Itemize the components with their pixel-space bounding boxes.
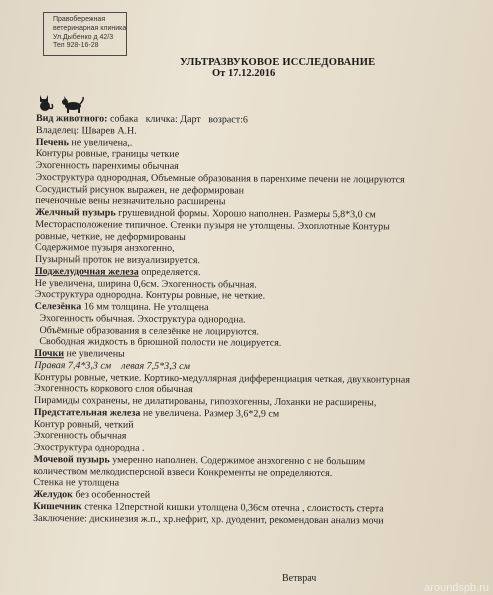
- report-line: Эхогенность паренхимы обычная: [35, 159, 179, 172]
- report-line: Стенка не утолщена: [33, 477, 120, 489]
- report-line: Сосудистый рисунок выражен, не деформирован: [35, 183, 245, 196]
- species-value: собака: [109, 113, 139, 125]
- report-line: Эхоструктура однородна .: [33, 441, 145, 454]
- section-status: стенка 12перстной кишки утолщена 0,36см отечна , слоистость стерта: [84, 501, 384, 515]
- report-line: Контур ровный, четкий: [33, 418, 134, 431]
- report-line: Эхоструктура однородна. Контуры ровные, не четкие.: [34, 289, 266, 302]
- owner-value: Шварев А.Н.: [81, 125, 137, 137]
- name-label: кличка:: [145, 113, 178, 125]
- section-heading: Печень: [35, 136, 69, 148]
- species-label: Вид животного:: [35, 113, 108, 125]
- report-line: Содержимое пузыря анэхогенно,: [35, 242, 175, 255]
- report-line: Эхоструктура однородная, Объемные образования в паренхиме печени не лоцируются: [35, 171, 405, 186]
- report-line: Эхогенность обычная. Эхоструктура однородна.: [39, 312, 246, 326]
- section-status: не увеличены: [66, 348, 125, 360]
- stamp-line: ветеринарная клиника: [53, 24, 127, 32]
- report-line: Пирамиды сохранены, не дилатированы, гипоэхогенны, Лоханки не расширены,: [33, 394, 377, 409]
- report-line: Месторасположение типичное. Стенки пузыря не утолщены. Эхоплотные Контуры: [35, 218, 390, 233]
- report-line: Не увеличена, ширина 0,6см. Эхогенность обычная.: [34, 277, 257, 291]
- conclusion-label: Заключение:: [33, 512, 87, 524]
- section-heading: Предстательная железа: [33, 406, 141, 419]
- left-kidney-size: левая 7,5*3,3 см: [121, 360, 191, 372]
- section-status: без особенностей: [75, 489, 151, 501]
- report-line: ровные, четкие, не деформированы: [35, 230, 186, 243]
- right-kidney-size: Правая 7,4*3,3 см: [34, 359, 112, 372]
- stamp-line: Правобережная: [53, 16, 106, 23]
- section-status: определяется.: [141, 266, 201, 278]
- report-line: Эхогенность коркового слоя обычная: [34, 383, 193, 396]
- name-value: Дарт: [180, 114, 201, 126]
- report-body: [33, 113, 486, 527]
- cat-dog-icon: [37, 93, 85, 113]
- section-heading: Почки: [34, 347, 65, 360]
- report-line: Контуры ровные, четкие. Кортико-медуллярная дифференциация четкая, двухконтурная: [34, 371, 410, 386]
- report-line: Контуры ровные, границы четкие: [35, 148, 180, 161]
- conclusion-text: дискинезия ж.п., хр.нефрит, хр. дуоденит, рекомендован анализ мочи: [89, 512, 384, 526]
- watermark: aroundspb.ru: [424, 582, 489, 594]
- conclusion-line: [33, 512, 483, 527]
- clinic-stamp: [43, 12, 127, 56]
- owner-label: Владелец:: [35, 124, 80, 137]
- age-value: 6: [242, 114, 248, 126]
- report-date: От 17.12.2016: [212, 68, 276, 79]
- report-line: Объёмные образования в селезёнке не лоцируются.: [39, 324, 260, 338]
- section-heading: Селезёнка: [34, 300, 82, 313]
- section-status: умеренно наполнен. Содержимое анэхогенно с не большим: [112, 454, 366, 468]
- section-status: 16 мм толщина. Не утолщена: [83, 301, 209, 314]
- report-line: печеночные вены незначительно расширены: [35, 195, 226, 208]
- section-heading: Мочевой пузырь: [33, 453, 110, 466]
- section-heading: Поджелудочная железа: [34, 265, 139, 278]
- report-line: Пузырный проток не визуализируется.: [34, 253, 200, 267]
- age-label: возраст:: [208, 114, 243, 126]
- section-status: грушевидной формы. Хорошо наполнен. Размеры 5,8*3,0 см: [118, 207, 376, 221]
- section-status: не увеличена. Размер 3,6*2,9 см: [142, 407, 280, 420]
- report-line: Свободная жидкость в брюшной полости не лоцируется.: [39, 336, 282, 349]
- stamp-line: Ул.Дыбенко д 42/3: [53, 33, 114, 41]
- stamp-line: Тел 928-16-28: [53, 42, 99, 50]
- section-heading: Кишечник: [33, 500, 82, 513]
- signature: Ветврач: [282, 573, 317, 584]
- section-heading: Желчный пузырь: [35, 206, 116, 219]
- report-line: количеством мелкодисперсной взвеси Конкременты не определяются.: [33, 465, 333, 479]
- report-line: Эхогенность обычная: [33, 430, 127, 442]
- section-status: не увеличена,.: [71, 136, 133, 149]
- report-title: УЛЬТРАЗВУКОВОЕ ИССЛЕДОВАНИЕ: [180, 57, 376, 68]
- section-heading: Желудок: [33, 488, 73, 501]
